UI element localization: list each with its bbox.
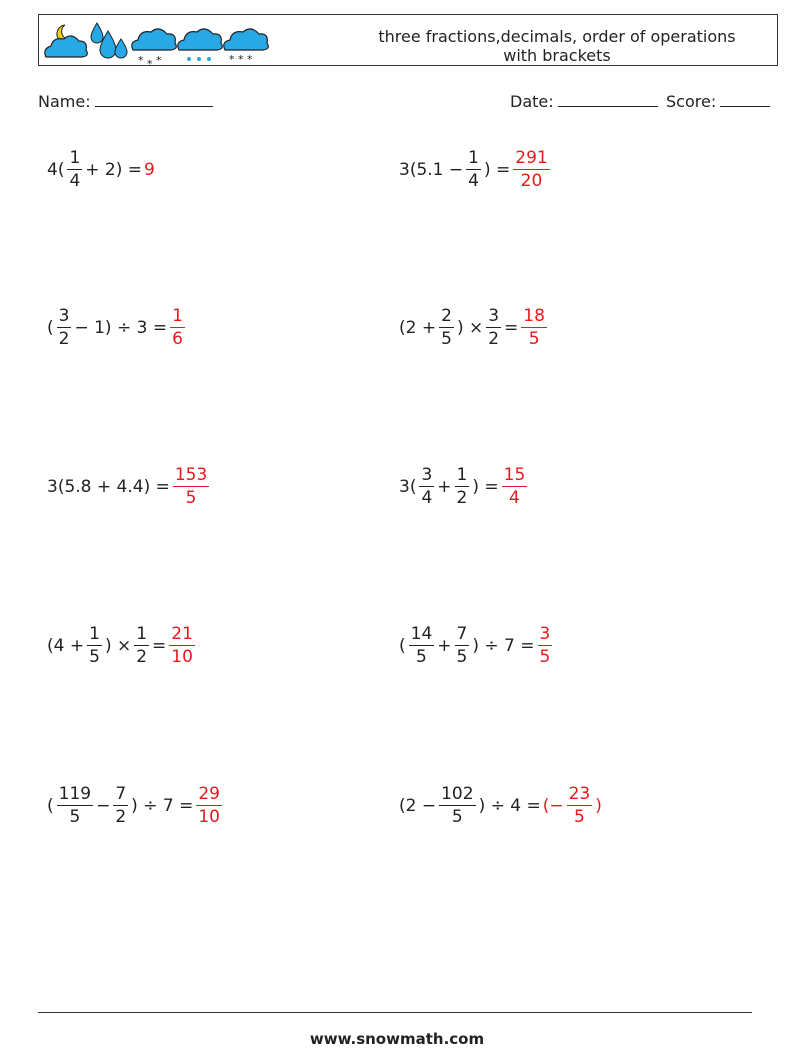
answer-numerator: 15 (503, 465, 526, 485)
numerator: 7 (456, 624, 468, 644)
fraction (455, 467, 470, 507)
denominator: 5 (89, 647, 100, 667)
answer-numerator: 3 (539, 624, 551, 644)
denominator: 4 (421, 488, 433, 508)
denominator: 5 (416, 647, 427, 667)
expr-part: (4 + (47, 636, 85, 656)
problem-7 (46, 626, 197, 666)
denominator: 5 (451, 807, 463, 827)
answer (170, 308, 185, 348)
answer: 9 (144, 160, 155, 180)
expr-part: (2 + (399, 318, 437, 338)
fraction (57, 786, 93, 826)
answer-denominator: 4 (509, 488, 520, 508)
answer-denominator: 10 (198, 807, 220, 827)
answer-prefix: (− (542, 796, 564, 816)
denominator: 2 (456, 488, 468, 508)
fraction (57, 308, 72, 348)
svg-text:* ⁎ *: * ⁎ * (138, 54, 162, 65)
problem-5 (46, 467, 211, 507)
fraction (409, 626, 435, 666)
answer-suffix: ) (595, 796, 602, 816)
numerator: 1 (89, 624, 100, 644)
svg-text:* * *: * * * (229, 53, 253, 65)
expr-part: − (96, 796, 111, 816)
answer-denominator: 20 (520, 171, 543, 191)
score-blank[interactable] (720, 92, 770, 107)
answer (196, 786, 222, 826)
fraction (466, 150, 481, 190)
answer (502, 467, 528, 507)
title-line-1: three fractions,decimals, order of operations (378, 27, 736, 46)
problem-8 (398, 626, 554, 666)
expr-part: + 2) = (85, 160, 143, 180)
denominator: 4 (69, 171, 81, 191)
expr-part: ) × (104, 636, 132, 656)
denominator: 2 (58, 329, 70, 349)
expr-part: ( (399, 636, 406, 656)
footer-divider (38, 1012, 752, 1013)
answer-numerator: 153 (174, 465, 208, 485)
numerator: 2 (441, 306, 452, 326)
problem-9 (46, 786, 224, 826)
expr-part: 3( (399, 477, 417, 497)
fraction (134, 626, 149, 666)
denominator: 5 (69, 807, 81, 827)
answer-numerator: 291 (515, 148, 548, 168)
answer (567, 786, 593, 826)
fraction (113, 786, 128, 826)
answer-denominator: 6 (172, 329, 183, 349)
expr-part: ) ÷ 7 = (472, 636, 535, 656)
expr-part: ) ÷ 4 = (478, 796, 541, 816)
answer-numerator: 23 (568, 784, 591, 804)
expr-part: ) × (456, 318, 484, 338)
numerator: 7 (115, 784, 127, 804)
numerator: 1 (136, 624, 148, 644)
numerator: 1 (456, 465, 468, 485)
denominator: 5 (441, 329, 452, 349)
denominator: 4 (468, 171, 479, 191)
answer-denominator: 10 (171, 647, 193, 667)
expr-part: ) ÷ 7 = (131, 796, 194, 816)
worksheet-title (347, 27, 767, 65)
numerator: 14 (410, 624, 433, 644)
fraction (439, 786, 475, 826)
numerator: 3 (421, 465, 433, 485)
cloud-moon-icon (45, 25, 88, 57)
score-label: Score: (666, 92, 717, 111)
problem-1 (46, 150, 156, 190)
answer-denominator: 5 (574, 807, 585, 827)
answer (513, 150, 549, 190)
numerator: 3 (488, 306, 500, 326)
numerator: 102 (441, 784, 474, 804)
numerator: 1 (69, 148, 81, 168)
expr-part: ) = (483, 160, 511, 180)
numerator: 119 (58, 784, 92, 804)
answer-denominator: 5 (539, 647, 551, 667)
expr-part: 4( (47, 160, 65, 180)
cloud-snow-icon (224, 29, 269, 65)
expr-part: + (437, 477, 452, 497)
score-field[interactable] (666, 92, 770, 111)
cloud-snow-rain-icon (132, 29, 177, 65)
expr-part: = (504, 318, 519, 338)
expr-part: ) = (472, 477, 499, 497)
denominator: 2 (488, 329, 500, 349)
denominator: 2 (136, 647, 148, 667)
problem-4 (398, 308, 549, 348)
problem-6 (398, 467, 529, 507)
answer-denominator: 5 (528, 329, 540, 349)
problem-3 (46, 308, 187, 348)
answer (538, 626, 553, 666)
fraction (419, 467, 434, 507)
denominator: 5 (456, 647, 468, 667)
fraction (67, 150, 82, 190)
problem-2 (398, 150, 552, 190)
footer-site[interactable]: www.snowmath.com (309, 1030, 485, 1048)
answer-denominator: 5 (185, 488, 197, 508)
date-blank[interactable] (558, 92, 658, 107)
fraction (455, 626, 470, 666)
answer-numerator: 18 (523, 306, 545, 326)
date-label: Date: (510, 92, 554, 111)
raindrops-icon (91, 23, 127, 58)
answer-numerator: 21 (171, 624, 193, 644)
expr-part: (2 − (399, 796, 437, 816)
numerator: 3 (58, 306, 70, 326)
answer (173, 467, 209, 507)
title-line-2: with brackets (503, 46, 611, 65)
fraction (439, 308, 454, 348)
worksheet-header (38, 14, 778, 66)
fraction (87, 626, 102, 666)
denominator: 2 (115, 807, 127, 827)
name-field[interactable] (38, 92, 213, 111)
expr-part: − 1) ÷ 3 = (74, 318, 168, 338)
answer (521, 308, 547, 348)
weather-icons (41, 17, 271, 65)
problem-10 (398, 786, 603, 826)
name-blank[interactable] (95, 92, 213, 107)
expr-part: ( (47, 796, 54, 816)
fraction (486, 308, 501, 348)
answer (169, 626, 195, 666)
expr-part: = (152, 636, 167, 656)
expr-part: 3(5.1 − (399, 160, 464, 180)
cloud-rain-icon (178, 29, 223, 61)
expr-part: + (437, 636, 452, 656)
expr-part: ( (47, 318, 54, 338)
numerator: 1 (468, 148, 479, 168)
expr-part: 3(5.8 + 4.4) = (47, 477, 170, 497)
name-label: Name: (38, 92, 91, 111)
date-field[interactable] (510, 92, 658, 111)
answer-numerator: 1 (172, 306, 183, 326)
answer-numerator: 29 (198, 784, 220, 804)
